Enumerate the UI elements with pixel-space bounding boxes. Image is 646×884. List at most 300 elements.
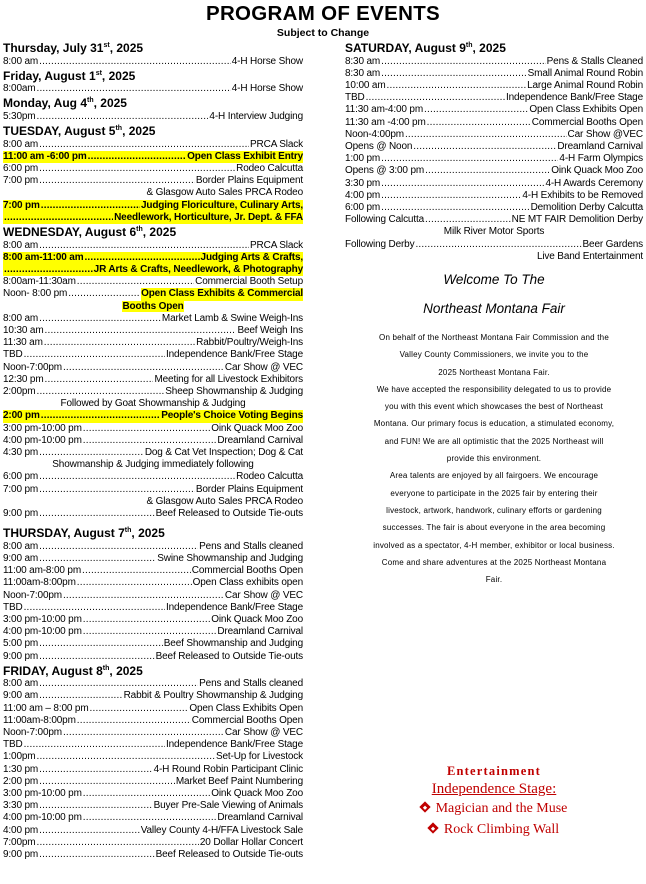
event-name: Commercial Booths Open [191, 714, 303, 726]
event-name: Buyer Pre-Sale Viewing of Animals [153, 800, 303, 812]
event-name: Demolition Derby Calcutta [530, 201, 643, 213]
dot-leader [45, 325, 237, 337]
entertainment-item [345, 800, 643, 818]
schedule-row [3, 812, 303, 824]
event-name: Oink Quack Moo Zoo [551, 165, 643, 177]
event-continuation-text: Booths Open [122, 300, 184, 312]
page-subtitle: Subject to Change [276, 27, 370, 39]
dot-leader [83, 423, 210, 435]
welcome-text-line: and FUN! We are all optimistic that the 2025 Northeast will [384, 436, 604, 446]
dot-leader [39, 651, 155, 663]
event-time: 6:00 pm [345, 201, 381, 213]
event-time: Following Derby [345, 238, 415, 250]
dot-leader [24, 602, 165, 614]
dot-leader [83, 626, 217, 638]
dot-leader [39, 56, 231, 68]
welcome-paragraph [345, 329, 643, 588]
dot-leader [44, 337, 195, 349]
schedule-row [3, 703, 303, 715]
day-year: , 2025 [109, 41, 144, 55]
event-continuation: & Glasgow Auto Sales PRCA Rodeo [146, 495, 303, 507]
schedule-row [3, 83, 303, 95]
schedule-row [345, 165, 643, 177]
event-time: 4:00 pm-10:00 pm [3, 812, 82, 824]
dot-leader [39, 678, 198, 690]
dot-leader [41, 410, 160, 422]
welcome-line-2: Northeast Montana Fair [423, 301, 565, 316]
schedule-row [3, 690, 303, 702]
schedule-row [3, 288, 303, 300]
event-time: 11:00am-8:00pm [3, 577, 76, 589]
schedule-row [3, 849, 303, 861]
event-time: TBD [3, 601, 23, 613]
event-continuation [3, 398, 303, 410]
schedule-row [345, 190, 643, 202]
schedule-row [345, 68, 643, 80]
day-label: Friday, August 1 [3, 68, 96, 83]
day-heading [3, 69, 303, 84]
dot-leader [63, 590, 224, 602]
schedule-row [3, 727, 303, 739]
event-name: Beer Gardens [582, 238, 643, 250]
day-ordinal: st [103, 42, 110, 49]
event-time: 7:00pm [3, 836, 36, 848]
dot-leader [381, 202, 529, 214]
event-time: Following Calcutta [345, 214, 425, 226]
schedule-row [3, 678, 303, 690]
welcome-text-line: involved as a spectator, 4-H member, exhibitor or local business. [373, 540, 615, 550]
event-time: 11:00 am-8:00 pm [3, 565, 82, 577]
entertainment-item-label: Rock Climbing Wall [443, 822, 560, 837]
welcome-line-1: Welcome To The [443, 272, 545, 287]
event-name: Car Show @ VEC [224, 361, 303, 373]
dot-leader [83, 788, 210, 800]
schedule-row [3, 614, 303, 626]
event-time: 3:00 pm-10:00 pm [3, 422, 82, 434]
dot-leader [83, 812, 217, 824]
dot-leader [45, 374, 154, 386]
day-year: , 2025 [142, 225, 177, 240]
schedule-row [3, 447, 303, 459]
event-name: Dreamland Carnival [557, 140, 643, 152]
schedule-right-column [345, 40, 643, 263]
event-time: 8:30 am [345, 67, 381, 79]
dot-leader [84, 252, 199, 264]
dot-leader [36, 751, 214, 763]
schedule-row [3, 715, 303, 727]
schedule-row [3, 410, 303, 422]
event-name: 4-H Horse Show [231, 55, 303, 67]
event-time: 11:00 am -6:00 pm [3, 150, 87, 162]
welcome-text-line: Valley County Commissioners, we invite you to the [399, 350, 589, 360]
day-ordinal: th [124, 527, 132, 535]
event-time: 9:00 am [3, 690, 39, 702]
dot-leader [36, 837, 198, 849]
event-time: 3:30 pm [345, 177, 381, 189]
dot-leader [425, 214, 511, 226]
schedule-row [345, 153, 643, 165]
day-label: Monday, Aug 4 [3, 96, 87, 111]
diamond-bullet-icon [427, 822, 438, 833]
event-time: 8:00am-11:30am [3, 276, 76, 288]
dot-leader [77, 715, 191, 727]
dot-leader [425, 165, 550, 177]
event-name: Dog & Cat Vet Inspection; Dog & Cat [144, 446, 303, 458]
event-time: 1:00 pm [345, 153, 381, 165]
schedule-row [3, 212, 303, 224]
event-time: Opens @ 3:00 pm [345, 165, 425, 177]
event-continuation [3, 301, 303, 313]
dot-leader [381, 68, 527, 80]
day-ordinal: th [465, 42, 473, 49]
schedule-row [3, 553, 303, 565]
day-year: , 2025 [122, 124, 156, 139]
page-title: PROGRAM OF EVENTS [205, 2, 441, 25]
schedule-row [3, 252, 303, 264]
event-time: 6:00 pm [3, 471, 39, 483]
day-ordinal: th [87, 97, 94, 105]
event-name: Market Beef Paint Numbering [175, 775, 303, 787]
event-name: 4-H Awards Ceremony [545, 177, 643, 189]
event-name: 4-H Horse Show [231, 83, 303, 95]
event-name: Border Plains Equipment [195, 483, 303, 495]
event-time: 6:00 pm [3, 163, 39, 175]
event-time: 2:00 pm [3, 410, 40, 422]
schedule-row [345, 56, 643, 68]
event-time: 9:00 am [3, 552, 39, 564]
dot-leader [39, 163, 235, 175]
schedule-row [3, 56, 303, 68]
day-heading [3, 664, 303, 679]
day-heading [3, 526, 303, 541]
dot-leader [39, 541, 198, 553]
event-name: Pens and Stalls cleaned [199, 540, 303, 552]
event-continuation [3, 459, 303, 471]
schedule-row [3, 337, 303, 349]
event-name: PRCA Slack [250, 138, 303, 150]
entertainment-item [345, 821, 643, 839]
event-name: Sheep Showmanship & Judging [165, 385, 303, 397]
welcome-text-line: Area talents are enjoyed by all fairgoers. We encourage [389, 471, 599, 481]
event-name: Judging Floriculture, Culinary Arts, [140, 199, 303, 211]
event-time: 5:30pm [3, 110, 36, 122]
day-ordinal: th [115, 125, 123, 133]
dot-leader [427, 117, 531, 129]
schedule-row [3, 175, 303, 187]
event-time: 7:00 pm [3, 483, 39, 495]
event-name: Market Lamb & Swine Weigh-Ins [161, 312, 303, 324]
entertainment-item-label: Magician and the Muse [435, 801, 568, 816]
event-continuation-text: Followed by Goat Showmanship & Judging [60, 398, 246, 410]
dot-leader [413, 141, 556, 153]
event-name: NE MT FAIR Demolition Derby [511, 214, 643, 226]
dot-leader [4, 212, 113, 224]
event-name: Commercial Booth Setup [195, 276, 303, 288]
event-time: 8:00 am [3, 540, 39, 552]
schedule-row [3, 751, 303, 763]
event-name: Open Class Exhibits & Commercial [141, 288, 303, 300]
schedule-row [3, 349, 303, 361]
dot-leader [381, 178, 544, 190]
dot-leader [63, 727, 224, 739]
entertainment-stage: Independence Stage: [431, 781, 557, 797]
dot-leader [39, 240, 249, 252]
day-label: Thursday, July 31 [3, 41, 104, 55]
event-name: Independence Bank/Free Stage [505, 92, 643, 104]
event-continuation [345, 226, 643, 238]
schedule-row [345, 129, 643, 141]
event-time: 11:00 am – 8:00 pm [3, 702, 89, 714]
dot-leader [381, 56, 546, 68]
event-name: Independence Bank/Free Stage [165, 601, 303, 613]
event-name: Beef Released to Outside Tie-outs [155, 849, 303, 861]
event-name: Meeting for all Livestock Exhibitors [154, 373, 303, 385]
event-time: 11:00am-8:00pm [3, 714, 76, 726]
dot-leader [381, 190, 521, 202]
schedule-row [345, 92, 643, 104]
event-time: 9:00 pm [3, 650, 39, 662]
event-continuation: Live Band Entertainment [536, 250, 643, 262]
schedule-row [345, 202, 643, 214]
schedule-row [3, 800, 303, 812]
event-name: 4-H Interview Judging [209, 110, 303, 122]
event-name: Independence Bank/Free Stage [165, 739, 303, 751]
event-name: Oink Quack Moo Zoo [211, 422, 303, 434]
dot-leader [88, 151, 187, 163]
event-time: 8:00 am [3, 239, 39, 251]
dot-leader [36, 83, 230, 95]
event-time: 4:00 pm [3, 824, 39, 836]
event-time: Opens @ Noon [345, 140, 413, 152]
event-name: Valley County 4-H/FFA Livestock Sale [140, 824, 303, 836]
event-name: Oink Quack Moo Zoo [211, 613, 303, 625]
event-time: 11:30 am -4:00 pm [345, 116, 426, 128]
schedule-row [345, 178, 643, 190]
dot-leader [39, 484, 195, 496]
event-time: TBD [3, 739, 23, 751]
welcome-text-line: 2025 Northeast Montana Fair. [438, 367, 550, 377]
event-time: 1:30 pm [3, 763, 39, 775]
event-continuation: & Glasgow Auto Sales PRCA Rodeo [146, 187, 303, 199]
event-time: 11:30 am [3, 337, 43, 349]
event-time: 3:00 pm-10:00 pm [3, 788, 82, 800]
dot-leader [83, 614, 210, 626]
event-time: 1:00pm [3, 751, 36, 763]
event-time: 3:00 pm-10:00 pm [3, 613, 82, 625]
event-time: 10:00 am [345, 79, 386, 91]
event-name: Pens & Stalls Cleaned [546, 55, 643, 67]
event-time: 8:00am [3, 83, 36, 95]
day-year: , 2025 [131, 526, 165, 541]
day-year: , 2025 [101, 68, 136, 83]
event-name: Needlework, Horticulture, Jr. Dept. & FFA [114, 211, 303, 223]
event-name: Open Class Exhibits Open [529, 104, 643, 116]
event-name: 4-H Exhibits to be Removed [522, 189, 643, 201]
dot-leader [68, 288, 140, 300]
event-name: Beef Released to Outside Tie-outs [155, 650, 303, 662]
schedule-row [3, 435, 303, 447]
event-time: 8:00 am [3, 312, 39, 324]
dot-leader [39, 825, 140, 837]
event-name: Large Animal Round Robin [527, 79, 643, 91]
day-ordinal: th [136, 226, 143, 234]
dot-leader [39, 849, 155, 861]
day-year: , 2025 [109, 663, 143, 678]
schedule-row [345, 104, 643, 116]
dot-leader [39, 175, 195, 187]
dot-leader [39, 313, 161, 325]
dot-leader [39, 638, 163, 650]
schedule-row [3, 325, 303, 337]
dot-leader [39, 508, 155, 520]
event-name: Independence Bank/Free Stage [165, 349, 303, 361]
event-continuation-text: Milk River Motor Sports [443, 226, 545, 238]
event-time: Noon- 8:00 pm [3, 288, 68, 300]
day-label: WEDNESDAY, August 6 [3, 225, 137, 240]
event-time: 3:30 pm [3, 800, 39, 812]
welcome-text-line: successes. The fair is about everyone in the area becoming [382, 523, 606, 533]
event-time: 9:00 pm [3, 849, 39, 861]
schedule-row [3, 276, 303, 288]
event-name: JR Arts & Crafts, Needlework, & Photography [93, 263, 303, 275]
event-name: Rabbit/Poultry/Weigh-Ins [196, 337, 303, 349]
schedule-row [345, 117, 643, 129]
day-label: TUESDAY, August 5 [3, 124, 116, 139]
day-heading [3, 124, 303, 139]
event-name: Dreamland Carnival [217, 434, 303, 446]
day-year: , 2025 [93, 96, 127, 111]
dot-leader [39, 471, 235, 483]
event-name: Rabbit & Poultry Showmanship & Judging [123, 690, 303, 702]
event-time: 4:00 pm-10:00 pm [3, 434, 82, 446]
event-time: 8:00 am [3, 138, 39, 150]
event-name: Car Show @VEC [567, 128, 643, 140]
schedule-row [3, 423, 303, 435]
event-time: 4:00 pm-10:00 pm [3, 626, 82, 638]
schedule-row [3, 471, 303, 483]
welcome-text-line: livestock, artwork, handwork, culinary efforts or gardening [386, 505, 602, 515]
event-name: 4-H Round Robin Participant Clinic [153, 763, 303, 775]
schedule-left-column [3, 40, 303, 861]
dot-leader [24, 349, 165, 361]
event-name: PRCA Slack [250, 239, 303, 251]
event-name: Border Plains Equipment [195, 175, 303, 187]
event-time: 7:00 pm [3, 175, 39, 187]
event-name: 20 Dollar Hollar Concert [199, 836, 303, 848]
event-time: 8:00 am [3, 55, 39, 67]
dot-leader [4, 264, 93, 276]
schedule-row [3, 541, 303, 553]
welcome-text-line: Fair. [485, 575, 503, 585]
event-time: 2:00pm [3, 385, 36, 397]
event-name: Open Class Exhibits Open [189, 702, 303, 714]
schedule-row [3, 776, 303, 788]
event-time: 2:00 pm [3, 775, 39, 787]
schedule-row [3, 200, 303, 212]
dot-leader [39, 447, 144, 459]
dot-leader [41, 200, 140, 212]
event-name: Car Show @ VEC [224, 727, 303, 739]
event-name: Beef Showmanship and Judging [163, 638, 303, 650]
event-name: Open Class Exhibit Entry [187, 150, 303, 162]
event-name: Oink Quack Moo Zoo [211, 788, 303, 800]
schedule-row [3, 240, 303, 252]
dot-leader [24, 739, 165, 751]
day-heading [3, 41, 303, 56]
event-name: Beef Weigh Ins [237, 324, 303, 336]
event-time: TBD [345, 92, 365, 104]
schedule-row [3, 837, 303, 849]
welcome-text-line: Come and share adventures at the 2025 Northeast Montana [381, 557, 607, 567]
day-ordinal: th [102, 664, 110, 672]
dot-leader [90, 703, 189, 715]
dot-leader [39, 139, 249, 151]
day-heading [345, 41, 643, 56]
diamond-bullet-icon [419, 801, 430, 812]
event-time: 8:00 am [3, 678, 39, 690]
dot-leader [387, 80, 527, 92]
dot-leader [39, 764, 152, 776]
event-time: Noon-7:00pm [3, 727, 62, 739]
schedule-row [3, 163, 303, 175]
event-name: Open Class exhibits open [192, 577, 303, 589]
dot-leader [405, 129, 567, 141]
welcome-text-line: On behalf of the Northeast Montana Fair Commission and the [379, 333, 609, 342]
event-name: Beef Released to Outside Tie-outs [155, 508, 303, 519]
welcome-text-line: provide this environment. [446, 454, 542, 464]
schedule-row [3, 825, 303, 837]
event-continuation-text: Showmanship & Judging immediately following [52, 459, 254, 471]
section-gap [3, 520, 303, 525]
event-name: Commercial Booths Open [191, 565, 303, 577]
dot-leader [366, 92, 505, 104]
schedule-row [345, 214, 643, 226]
event-time: 11:30 am-4:00 pm [345, 104, 424, 116]
event-time: Noon-4:00pm [345, 128, 404, 140]
event-time: 7:00 pm [3, 199, 40, 211]
schedule-row [3, 565, 303, 577]
schedule-row [3, 151, 303, 163]
schedule-row [3, 638, 303, 650]
schedule-row [3, 386, 303, 398]
dot-leader [36, 111, 208, 123]
day-heading [3, 225, 303, 240]
dot-leader [39, 800, 153, 812]
event-time: 12:30 pm [3, 373, 44, 385]
schedule-row [3, 602, 303, 614]
event-name: Swine Showmanship and Judging [157, 552, 303, 564]
day-year: , 2025 [472, 41, 506, 55]
event-name: Car Show @ VEC [224, 589, 303, 601]
schedule-row [3, 508, 303, 520]
dot-leader [415, 239, 581, 251]
event-name: Small Animal Round Robin [527, 67, 643, 79]
day-ordinal: st [95, 69, 102, 77]
dot-leader [36, 386, 164, 398]
event-name: Dreamland Carnival [217, 812, 303, 824]
event-time: 5:00 pm [3, 638, 39, 650]
day-label: FRIDAY, August 8 [3, 663, 103, 678]
event-time: Noon-7:00pm [3, 361, 62, 373]
schedule-row [345, 141, 643, 153]
day-label: THURSDAY, August 7 [3, 526, 125, 541]
dot-leader [381, 153, 558, 165]
dot-leader [77, 276, 194, 288]
schedule-row [3, 111, 303, 123]
schedule-row [3, 362, 303, 374]
event-time: Noon-7:00pm [3, 589, 62, 601]
schedule-row [3, 484, 303, 496]
